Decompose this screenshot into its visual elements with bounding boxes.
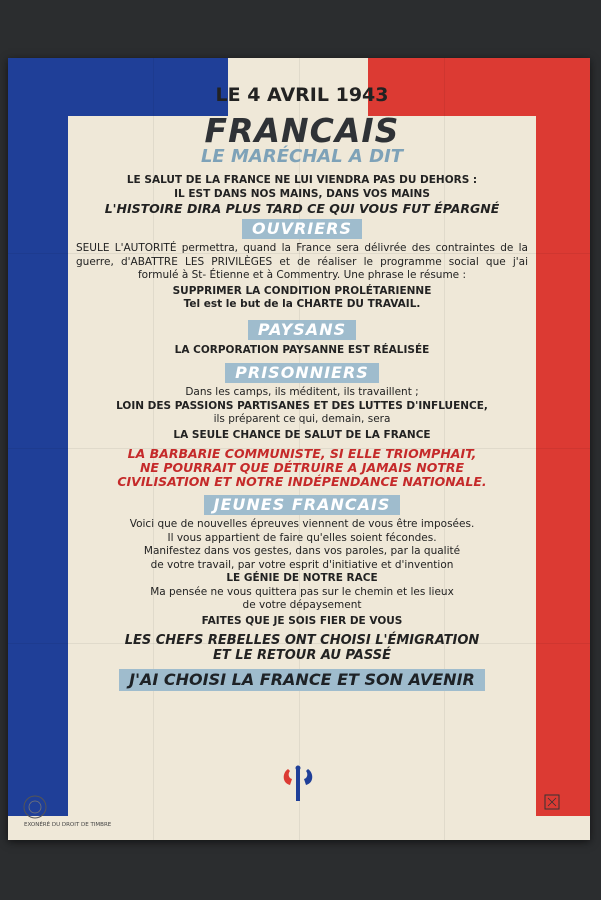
jeunes-line-4: de votre travail, par votre esprit d'initiative et d'invention	[150, 558, 454, 571]
heading-ouvriers: OUVRIERS	[242, 219, 362, 239]
red-text-3: CIVILISATION ET NOTRE INDÉPENDANCE NATIONALE.	[117, 474, 487, 489]
final-slogan: J'AI CHOISI LA FRANCE ET SON AVENIR	[119, 669, 485, 691]
jeunes-line-7: de votre dépaysement	[242, 599, 362, 611]
red-text-1: LA BARBARIE COMMUNISTE, SI ELLE TRIOMPHAIT,	[127, 446, 477, 461]
closing-line-2: ET LE RETOUR AU PASSÉ	[213, 648, 391, 663]
blue-frame-left	[8, 58, 68, 778]
jeunes-line-8: FAITES QUE JE SOIS FIER DE VOUS	[201, 614, 403, 627]
date: LE 4 AVRIL 1943	[215, 84, 389, 106]
intro-big: L'HISTOIRE DIRA PLUS TARD CE QUI VOUS FUT ÉPARGNÉ	[104, 201, 500, 216]
prisonniers-line-3: ils préparent ce qui, demain, sera	[213, 413, 391, 425]
poster-title: FRANCAIS	[204, 111, 400, 150]
prisonniers-line-4: LA SEULE CHANCE DE SALUT DE LA FRANCE	[173, 428, 431, 441]
jeunes-line-6: Ma pensée ne vous quittera pas sur le chemin et les lieux	[150, 585, 454, 598]
red-text-2: NE POURRAIT QUE DÉTRUIRE A JAMAIS NOTRE	[139, 460, 465, 475]
closing-line-1: LES CHEFS REBELLES ONT CHOISI L'ÉMIGRATION	[124, 633, 480, 648]
heading-prisonniers: PRISONNIERS	[225, 363, 379, 383]
poster-content	[68, 68, 536, 691]
ouvriers-bold-1: SUPPRIMER LA CONDITION PROLÉTARIENNE	[172, 284, 432, 297]
jeunes-line-5: LE GÉNIE DE NOTRE RACE	[226, 572, 378, 584]
intro-line-2: IL EST DANS NOS MAINS, DANS VOS MAINS	[174, 187, 430, 200]
jeunes-line-3: Manifestez dans vos gestes, dans vos paroles, par la qualité	[143, 545, 461, 557]
jeunes-line-2: Il vous appartient de faire qu'elles soient fécondes.	[167, 531, 437, 544]
prisonniers-line-1: Dans les camps, ils méditent, ils travaillent ;	[185, 386, 419, 398]
footer-text: EXONÉRÉ DU DROIT DE TIMBRE	[24, 822, 112, 828]
printer-mark-icon	[544, 794, 560, 810]
ouvriers-bold-2: Tel est le but de la CHARTE DU TRAVAIL.	[183, 298, 421, 310]
poster	[8, 58, 590, 840]
poster-subtitle: LE MARÉCHAL A DIT	[200, 146, 404, 167]
paysans-text: LA CORPORATION PAYSANNE EST RÉALISÉE	[174, 343, 430, 356]
prisonniers-line-2: LOIN DES PASSIONS PARTISANES ET DES LUTTES D'INFLUENCE,	[116, 399, 488, 412]
red-frame-right	[536, 58, 590, 816]
ouvriers-text: SEULE L'AUTORITÉ permettra, quand la France sera délivrée des contraintes de la guerre, d'ABATTRE LES PRIVILÈGES et de réaliser le programme social que j'ai formulé à St- Étienne et à Commentry. Une phrase le résume :	[76, 242, 528, 281]
francisque-icon	[278, 763, 318, 803]
heading-jeunes: JEUNES FRANCAIS	[204, 495, 401, 515]
intro-line-1: LE SALUT DE LA FRANCE NE LUI VIENDRA PAS DU DEHORS :	[126, 174, 478, 186]
heading-paysans: PAYSANS	[248, 320, 356, 340]
stamp-icon	[22, 794, 48, 820]
jeunes-line-1: Voici que de nouvelles épreuves viennent de vous être imposées.	[129, 518, 475, 530]
